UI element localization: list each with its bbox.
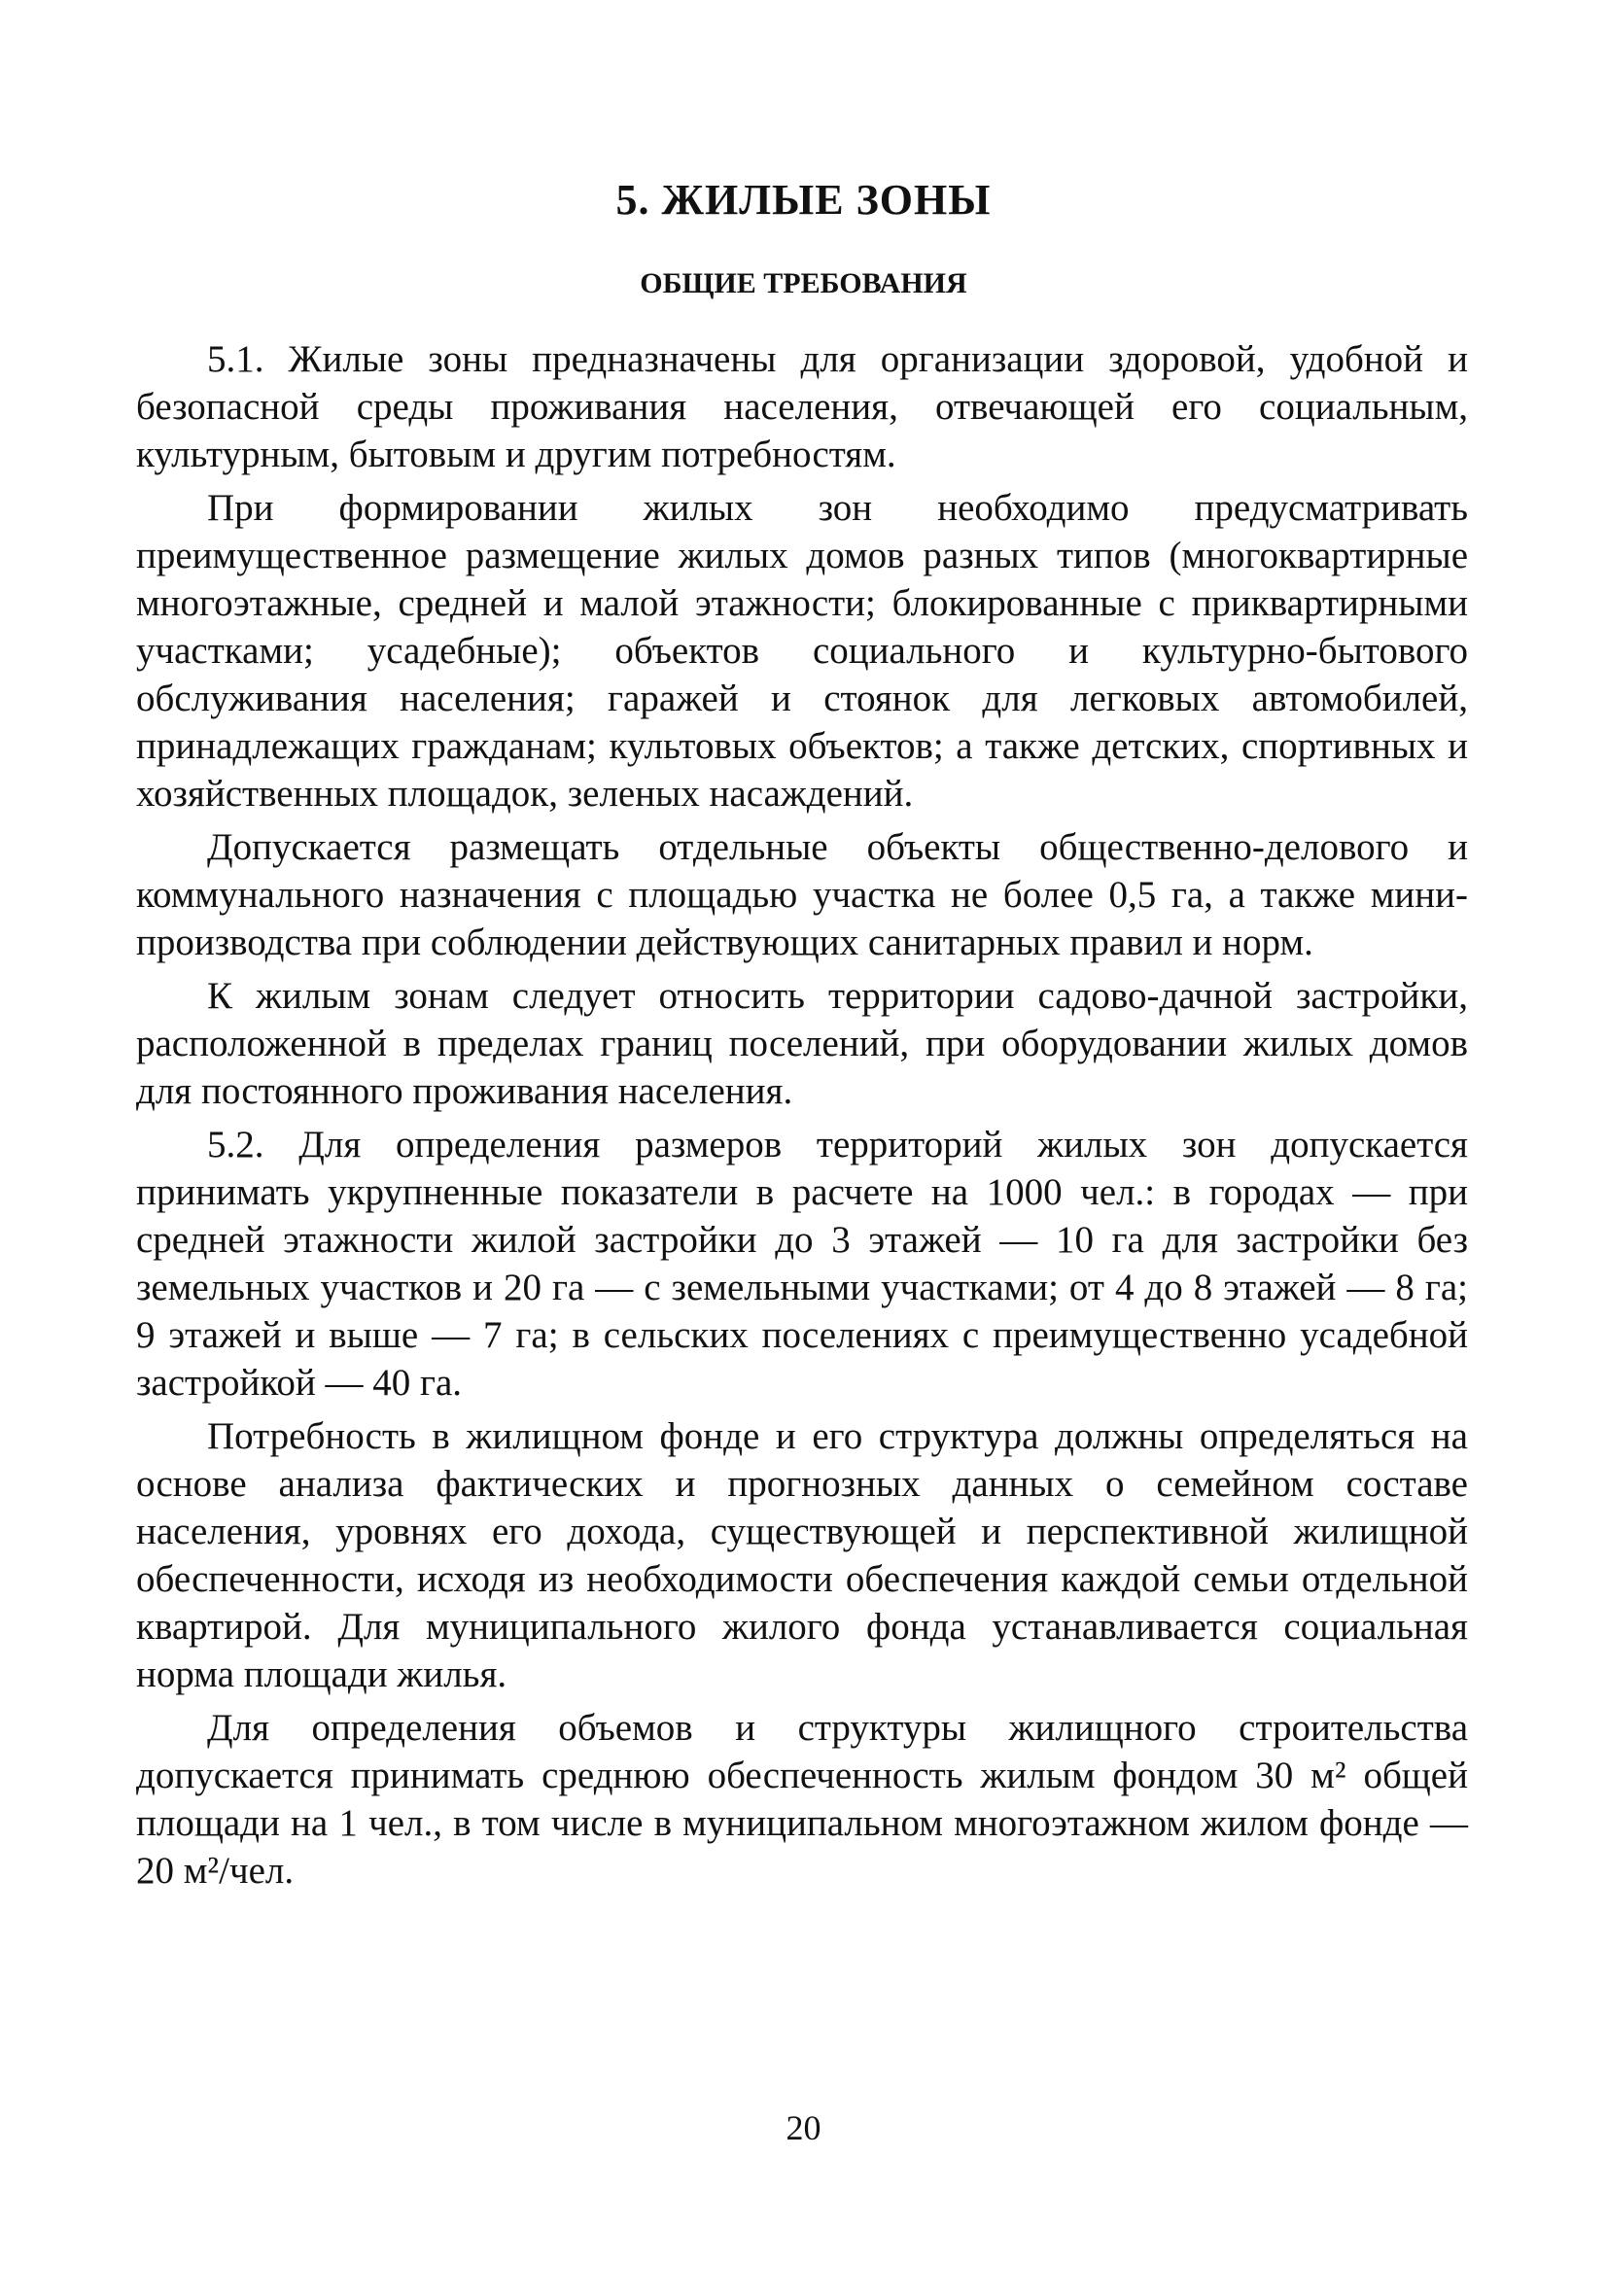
paragraph-housing-types: При формировании жилых зон необходимо предусматривать преимущественное размещение жилых домов разных типов (многоквартирные многоэтажные, средней и малой этажности; блокированные с приквартирными участками; усадебные); объектов социального и культурно-бытового обслуживания населения; гаражей и стоянок для легковых автомобилей, принадлежащих гражданам; культовых объектов; а также детских, спортивных и хозяйственных площадок, зеленых насаждений. — [136, 487, 1468, 815]
paragraph-allowed-objects: Допускается размещать отдельные объекты общественно-делового и коммунального назначения с площадью участка не более 0,5 га, а также мини-производства при соблюдении действующих санитарных правил и норм. — [136, 826, 1468, 963]
paragraph-garden-territories: К жилым зонам следует относить территории садово-дачной застройки, расположенной в пределах границ поселений, при оборудовании жилых домов для постоянного проживания населения. — [136, 975, 1468, 1112]
paragraph-5-2: 5.2. Для определения размеров территорий жилых зон допускается принимать укрупненные показатели в расчете на 1000 чел.: в городах — при средней этажности жилой застройки до 3 этажей — 10 га для застройки без земельных участков и 20 га — с земельными участками; от 4 до 8 этажей — 8 га; 9 этажей и выше — 7 га; в сельских поселениях с преимущественно усадебной застройкой — 40 га. — [136, 1124, 1468, 1404]
body-text — [136, 335, 1468, 1900]
subsection-title: ОБЩИЕ ТРЕБОВАНИЯ — [640, 267, 967, 299]
page-number: 20 — [786, 2108, 821, 2147]
paragraph-housing-provision: Для определения объемов и структуры жилищного строительства допускается принимать среднюю обеспеченность жилым фондом 30 м² общей площади на 1 чел., в том числе в муниципальном многоэтажном жилом фонде — 20 м²/чел. — [136, 1707, 1468, 1892]
paragraph-5-1: 5.1. Жилые зоны предназначены для организации здоровой, удобной и безопасной среды проживания населения, отвечающей его социальным, культурным, бытовым и другим потребностям. — [136, 338, 1468, 475]
section-title: 5. ЖИЛЫЕ ЗОНЫ — [615, 176, 992, 224]
paragraph-housing-demand: Потребность в жилищном фонде и его структура должны определяться на основе анализа фактических и прогнозных данных о семейном составе населения, уровнях его дохода, существующей и перспективной жилищной обеспеченности, исходя из необходимости обеспечения каждой семьи отдельной квартирой. Для муниципального жилого фонда устанавливается социальная норма площади жилья. — [136, 1415, 1468, 1695]
